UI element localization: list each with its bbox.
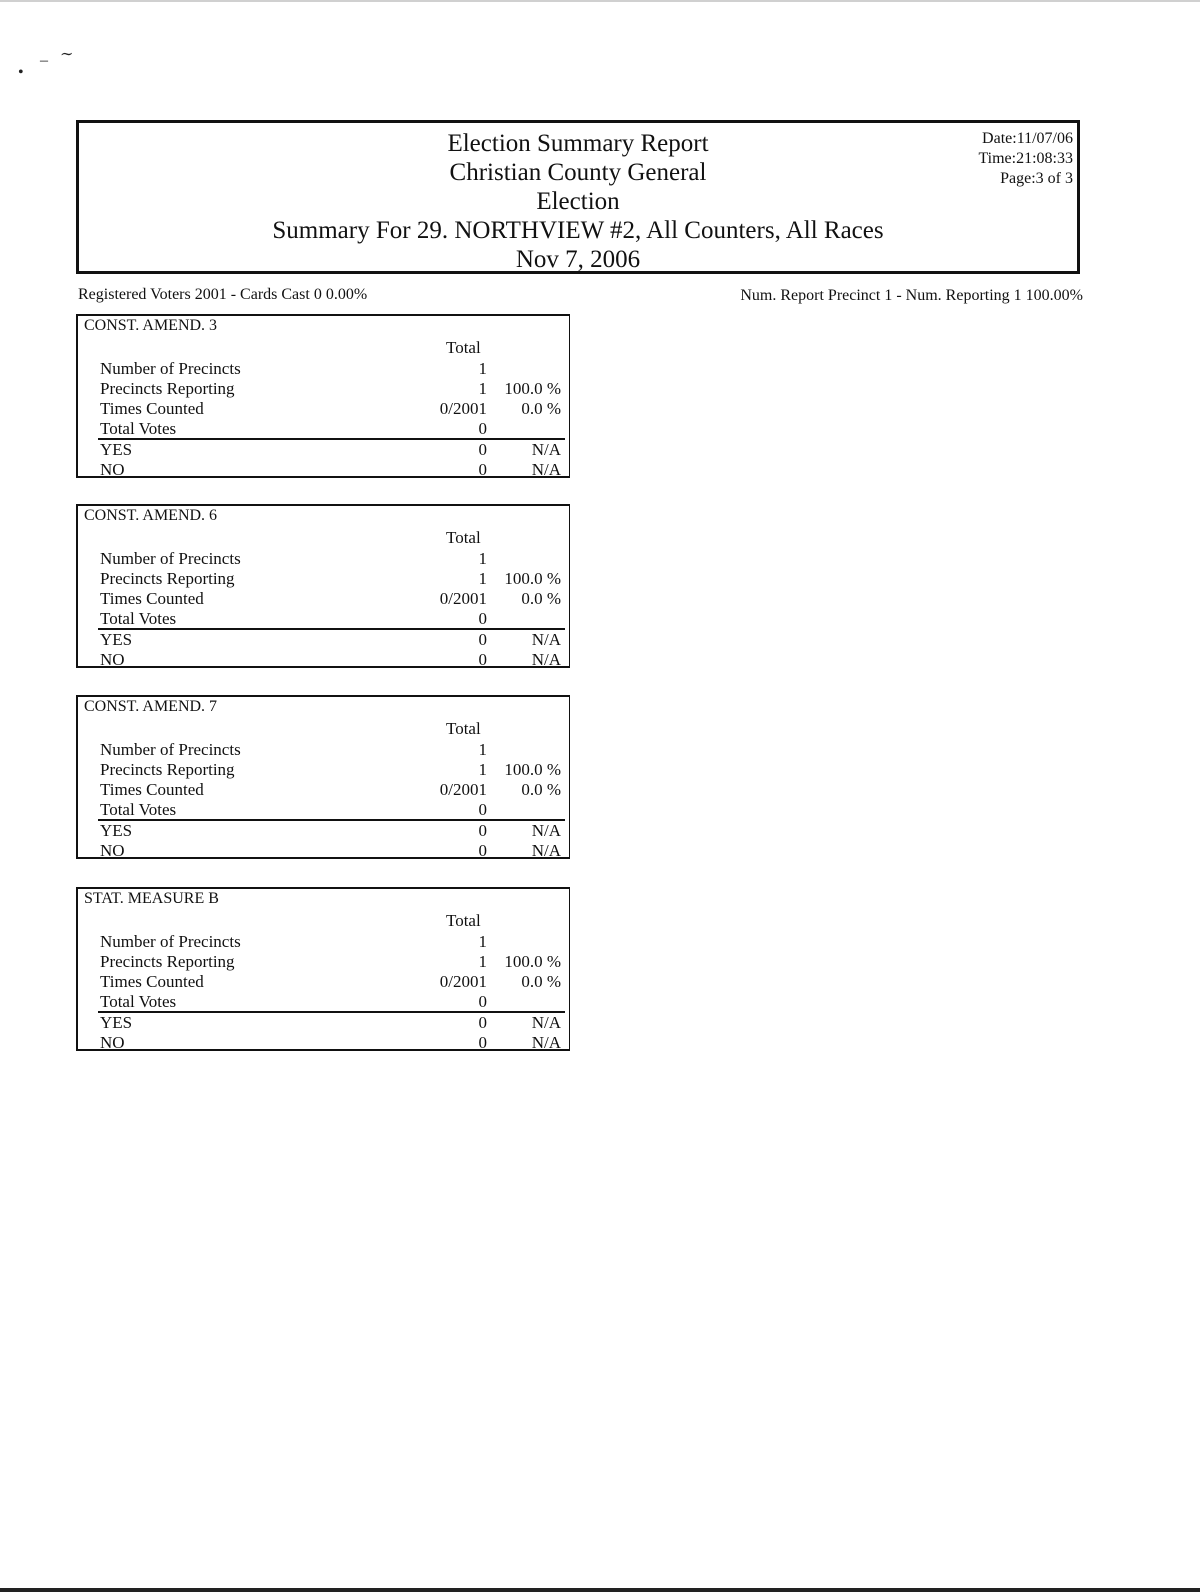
choice-percent: N/A [531,650,561,669]
choice-percent: N/A [531,1033,561,1052]
choice-votes: 0 [478,460,487,479]
report-time: Time:21:08:33 [978,150,1073,167]
stat-value: 1 [478,932,487,951]
report-header [76,120,1080,274]
choice-percent: N/A [531,841,561,860]
choice-label: NO [100,841,125,860]
choice-votes: 0 [478,650,487,669]
report-date-line: Nov 7, 2006 [515,246,641,273]
stat-label: Number of Precincts [100,740,241,759]
choice-label: YES [100,821,133,840]
stat-row [78,992,569,1012]
stat-value: 0/2001 [439,399,487,418]
stat-label: Total Votes [100,800,177,819]
stat-row [78,800,569,820]
stat-label: Times Counted [100,399,204,418]
choice-row [78,841,569,861]
total-column-header: Total [446,528,481,547]
stat-value: 0 [478,800,487,819]
choice-row [78,460,569,480]
contest-box [76,504,570,668]
stat-row [78,549,569,569]
choice-percent: N/A [531,440,561,459]
report-summary-for: Summary For 29. NORTHVIEW #2, All Counters, All Races [272,217,884,244]
contest-title: CONST. AMEND. 6 [84,507,218,524]
total-column-header: Total [446,719,481,738]
stat-value: 1 [478,549,487,568]
choice-label: NO [100,460,125,479]
stat-percent: 100.0 % [504,952,561,971]
stat-label: Times Counted [100,972,204,991]
stat-label: Number of Precincts [100,932,241,951]
stat-label: Precincts Reporting [100,379,235,398]
choice-votes: 0 [478,1013,487,1032]
precincts-reporting-summary: Num. Report Precinct 1 - Num. Reporting 1 100.00% [740,287,1083,304]
stat-row [78,780,569,800]
stat-value: 1 [478,569,487,588]
total-column-header: Total [446,338,481,357]
scan-edge-top [0,0,1200,2]
stat-label: Precincts Reporting [100,760,235,779]
choice-label: YES [100,440,133,459]
contest-box [76,314,570,478]
stat-row [78,379,569,399]
choice-votes: 0 [478,440,487,459]
choice-votes: 0 [478,841,487,860]
report-date: Date:11/07/06 [982,130,1073,147]
stat-value: 0 [478,609,487,628]
choice-label: YES [100,1013,133,1032]
stat-label: Number of Precincts [100,549,241,568]
choice-percent: N/A [531,460,561,479]
stat-label: Times Counted [100,589,204,608]
report-page: Page:3 of 3 [1000,170,1073,187]
stat-row [78,589,569,609]
choice-label: NO [100,1033,125,1052]
choice-percent: N/A [531,821,561,840]
contest-title: STAT. MEASURE B [84,890,219,907]
choice-row [78,440,569,460]
stat-value: 0 [478,992,487,1011]
choice-row [78,1013,569,1033]
stat-value: 0/2001 [439,589,487,608]
scan-edge-bottom [0,1588,1200,1592]
choice-label: NO [100,650,125,669]
scan-mark: – [40,52,48,69]
contest-title: CONST. AMEND. 7 [84,698,218,715]
stat-value: 0/2001 [439,780,487,799]
stat-label: Precincts Reporting [100,952,235,971]
stat-value: 0 [478,419,487,438]
stat-row [78,972,569,992]
choice-votes: 0 [478,1033,487,1052]
choice-percent: N/A [531,630,561,649]
stat-row [78,932,569,952]
stat-row [78,609,569,629]
stat-label: Number of Precincts [100,359,241,378]
stat-value: 1 [478,760,487,779]
stat-percent: 100.0 % [504,760,561,779]
scan-mark: • [18,64,24,81]
stat-percent: 0.0 % [521,972,561,991]
stat-row [78,419,569,439]
stat-row [78,359,569,379]
choice-votes: 0 [478,630,487,649]
report-county: Christian County General [449,159,707,186]
choice-row [78,650,569,670]
stat-label: Total Votes [100,992,177,1011]
stat-percent: 0.0 % [521,780,561,799]
contest-box [76,695,570,859]
scan-mark: ∼ [60,46,74,63]
choice-row [78,821,569,841]
stat-percent: 100.0 % [504,379,561,398]
choice-percent: N/A [531,1013,561,1032]
stat-value: 1 [478,379,487,398]
stat-value: 0/2001 [439,972,487,991]
stat-row [78,740,569,760]
contest-box [76,887,570,1051]
registered-voters-summary: Registered Voters 2001 - Cards Cast 0 0.00% [78,286,368,303]
stat-row [78,399,569,419]
contest-title: CONST. AMEND. 3 [84,317,218,334]
total-column-header: Total [446,911,481,930]
choice-votes: 0 [478,821,487,840]
stat-row [78,952,569,972]
stat-percent: 100.0 % [504,569,561,588]
stat-percent: 0.0 % [521,399,561,418]
stat-value: 1 [478,359,487,378]
report-title: Election Summary Report [447,130,709,157]
choice-row [78,1033,569,1053]
stat-value: 1 [478,952,487,971]
stat-value: 1 [478,740,487,759]
stat-row [78,569,569,589]
choice-row [78,630,569,650]
report-election: Election [536,188,620,215]
stat-label: Times Counted [100,780,204,799]
stat-label: Total Votes [100,609,177,628]
stat-label: Total Votes [100,419,177,438]
stat-percent: 0.0 % [521,589,561,608]
choice-label: YES [100,630,133,649]
stat-label: Precincts Reporting [100,569,235,588]
stat-row [78,760,569,780]
